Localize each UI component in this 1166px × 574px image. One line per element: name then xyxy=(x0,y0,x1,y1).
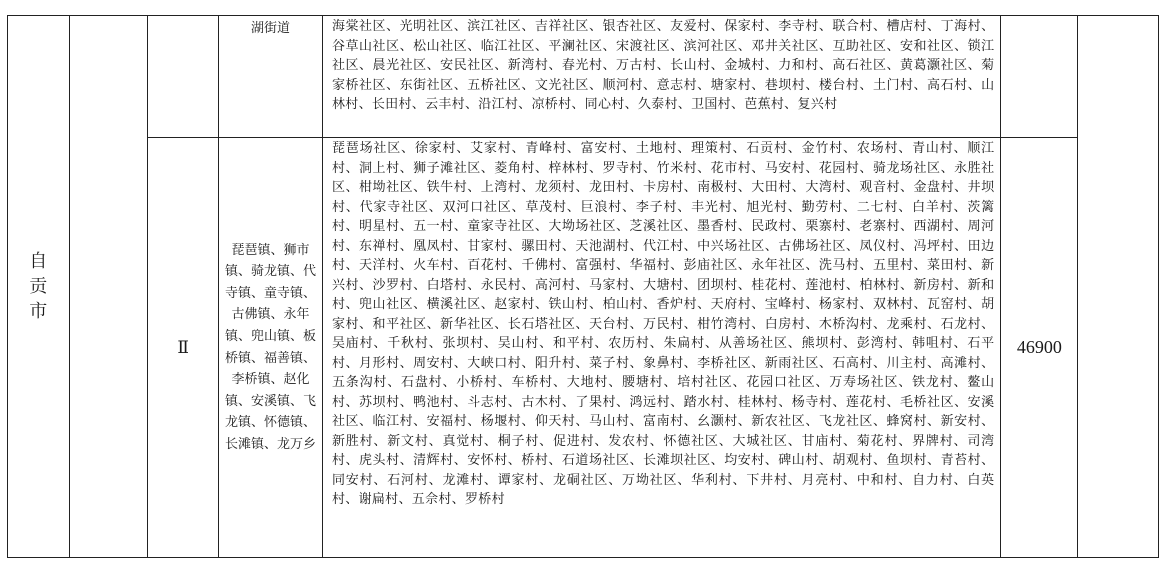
table-row xyxy=(8,16,1159,138)
city-char: 市 xyxy=(29,301,48,322)
town-cell: 湖街道 xyxy=(219,16,323,138)
price-cell: 46900 xyxy=(1001,138,1078,558)
town-cell: 琵琶镇、狮市镇、骑龙镇、代寺镇、童寺镇、古佛镇、永年镇、兜山镇、板桥镇、福善镇、李桥镇、赵化镇、安溪镇、飞龙镇、怀德镇、长滩镇、龙万乡 xyxy=(219,138,323,558)
villages-cell: 海棠社区、光明社区、滨江社区、吉祥社区、银杏社区、友爱村、保家村、李寺村、联合村、槽店村、丁海村、谷草山社区、松山社区、临江社区、平澜社区、宋渡社区、滨河社区、邓井关社区、互助社区、安和社区、锁江社区、晨光社区、安民社区、新湾村、春光村、万古村、长山村、金城村、力和村、高石社区、黄葛灏社区、菊家桥社区、东街社区、五桥社区、文光社区、顺河村、意志村、塘家村、巷坝村、楼台村、土门村、高石村、山林村、长田村、云丰村、沿江村、凉桥村、同心村、久泰村、卫国村、芭蕉村、复兴村 xyxy=(322,16,1000,138)
level-cell: Ⅱ xyxy=(148,138,219,558)
villages-cell: 琵琶场社区、徐家村、艾家村、青峰村、富安村、土地村、理策村、石贡村、金竹村、农场村、青山村、顺江村、洞上村、狮子滩社区、菱角村、梓林村、罗寺村、竹米村、花市村、马安村、花园村、骑龙场社区、永胜社区、柑坳社区、铁牛村、上湾村、龙须村、龙田村、卡房村、南极村、大田村、大湾村、观音村、金盘村、井坝村、代家寺社区、双河口社区、草茂村、巨浪村、李子村、丰光村、旭光村、勤劳村、二七村、白羊村、茨篱村、明星村、五一村、童家寺社区、大坳场社区、芝溪社区、墨香村、民政村、栗寨村、老寨村、西湖村、周河村、东禅村、凰凤村、甘家村、骡田村、天池湖村、代江村、中兴场社区、古佛场社区、凤仪村、冯坪村、田边村、天洋村、火车村、百花村、千佛村、富强村、华福村、彭庙社区、永年社区、洗马村、五里村、菜田村、新兴村、沙罗村、白塔村、永民村、高河村、马家村、大塘村、团坝村、桂花村、莲池村、柏林村、新房村、新和村、兜山社区、横溪社区、赵家村、铁山村、柏山村、香炉村、天府村、宝峰村、杨家村、双林村、瓦窑村、胡家村、和平社区、新华社区、长石塔社区、天台村、万民村、柑竹湾村、白房村、木桥沟村、龙乘村、石龙村、吴庙村、千秋村、张坝村、吴山村、和平村、农历村、朱扁村、从善场社区、熊坝村、彭湾村、韩咀村、石平村、月形村、周安村、大峡口村、阳升村、菜子村、象鼻村、李桥社区、新雨社区、石高村、川主村、高滩村、五条沟村、石盘村、小桥村、车桥村、大地村、腰塘村、培村社区、花园口社区、万寿场社区、铁龙村、鳌山村、苏坝村、鸭池村、斗志村、古木村、了果村、鸿远村、踏水村、桂林村、杨寺村、莲花村、毛桥社区、安溪社区、临江村、安福村、杨堰村、仰天村、马山村、富南村、幺灏村、新农社区、飞龙社区、蜂窝村、新安村、新胜村、新文村、真觉村、桐子村、促进村、发农村、怀德社区、大城社区、甘庙村、菊花村、界牌村、司湾村、虎头村、清辉村、安怀村、桥村、石道场社区、长滩坝社区、均安村、碑山村、胡观村、鱼坝村、青苔村、同安村、石河村、龙滩村、谭家村、龙硐社区、万坳社区、华利村、下井村、月亮村、中和村、自力村、白英村、谢扁村、五佘村、罗桥村 xyxy=(322,138,1000,558)
level-cell-top xyxy=(148,16,219,138)
city-char: 自 xyxy=(29,251,48,272)
city-cell xyxy=(8,16,70,558)
empty-cell xyxy=(69,16,148,558)
table-row xyxy=(8,138,1159,558)
city-char: 贡 xyxy=(29,276,48,297)
village-price-table xyxy=(7,15,1159,558)
empty-cell xyxy=(1078,16,1159,558)
price-cell-top xyxy=(1001,16,1078,138)
